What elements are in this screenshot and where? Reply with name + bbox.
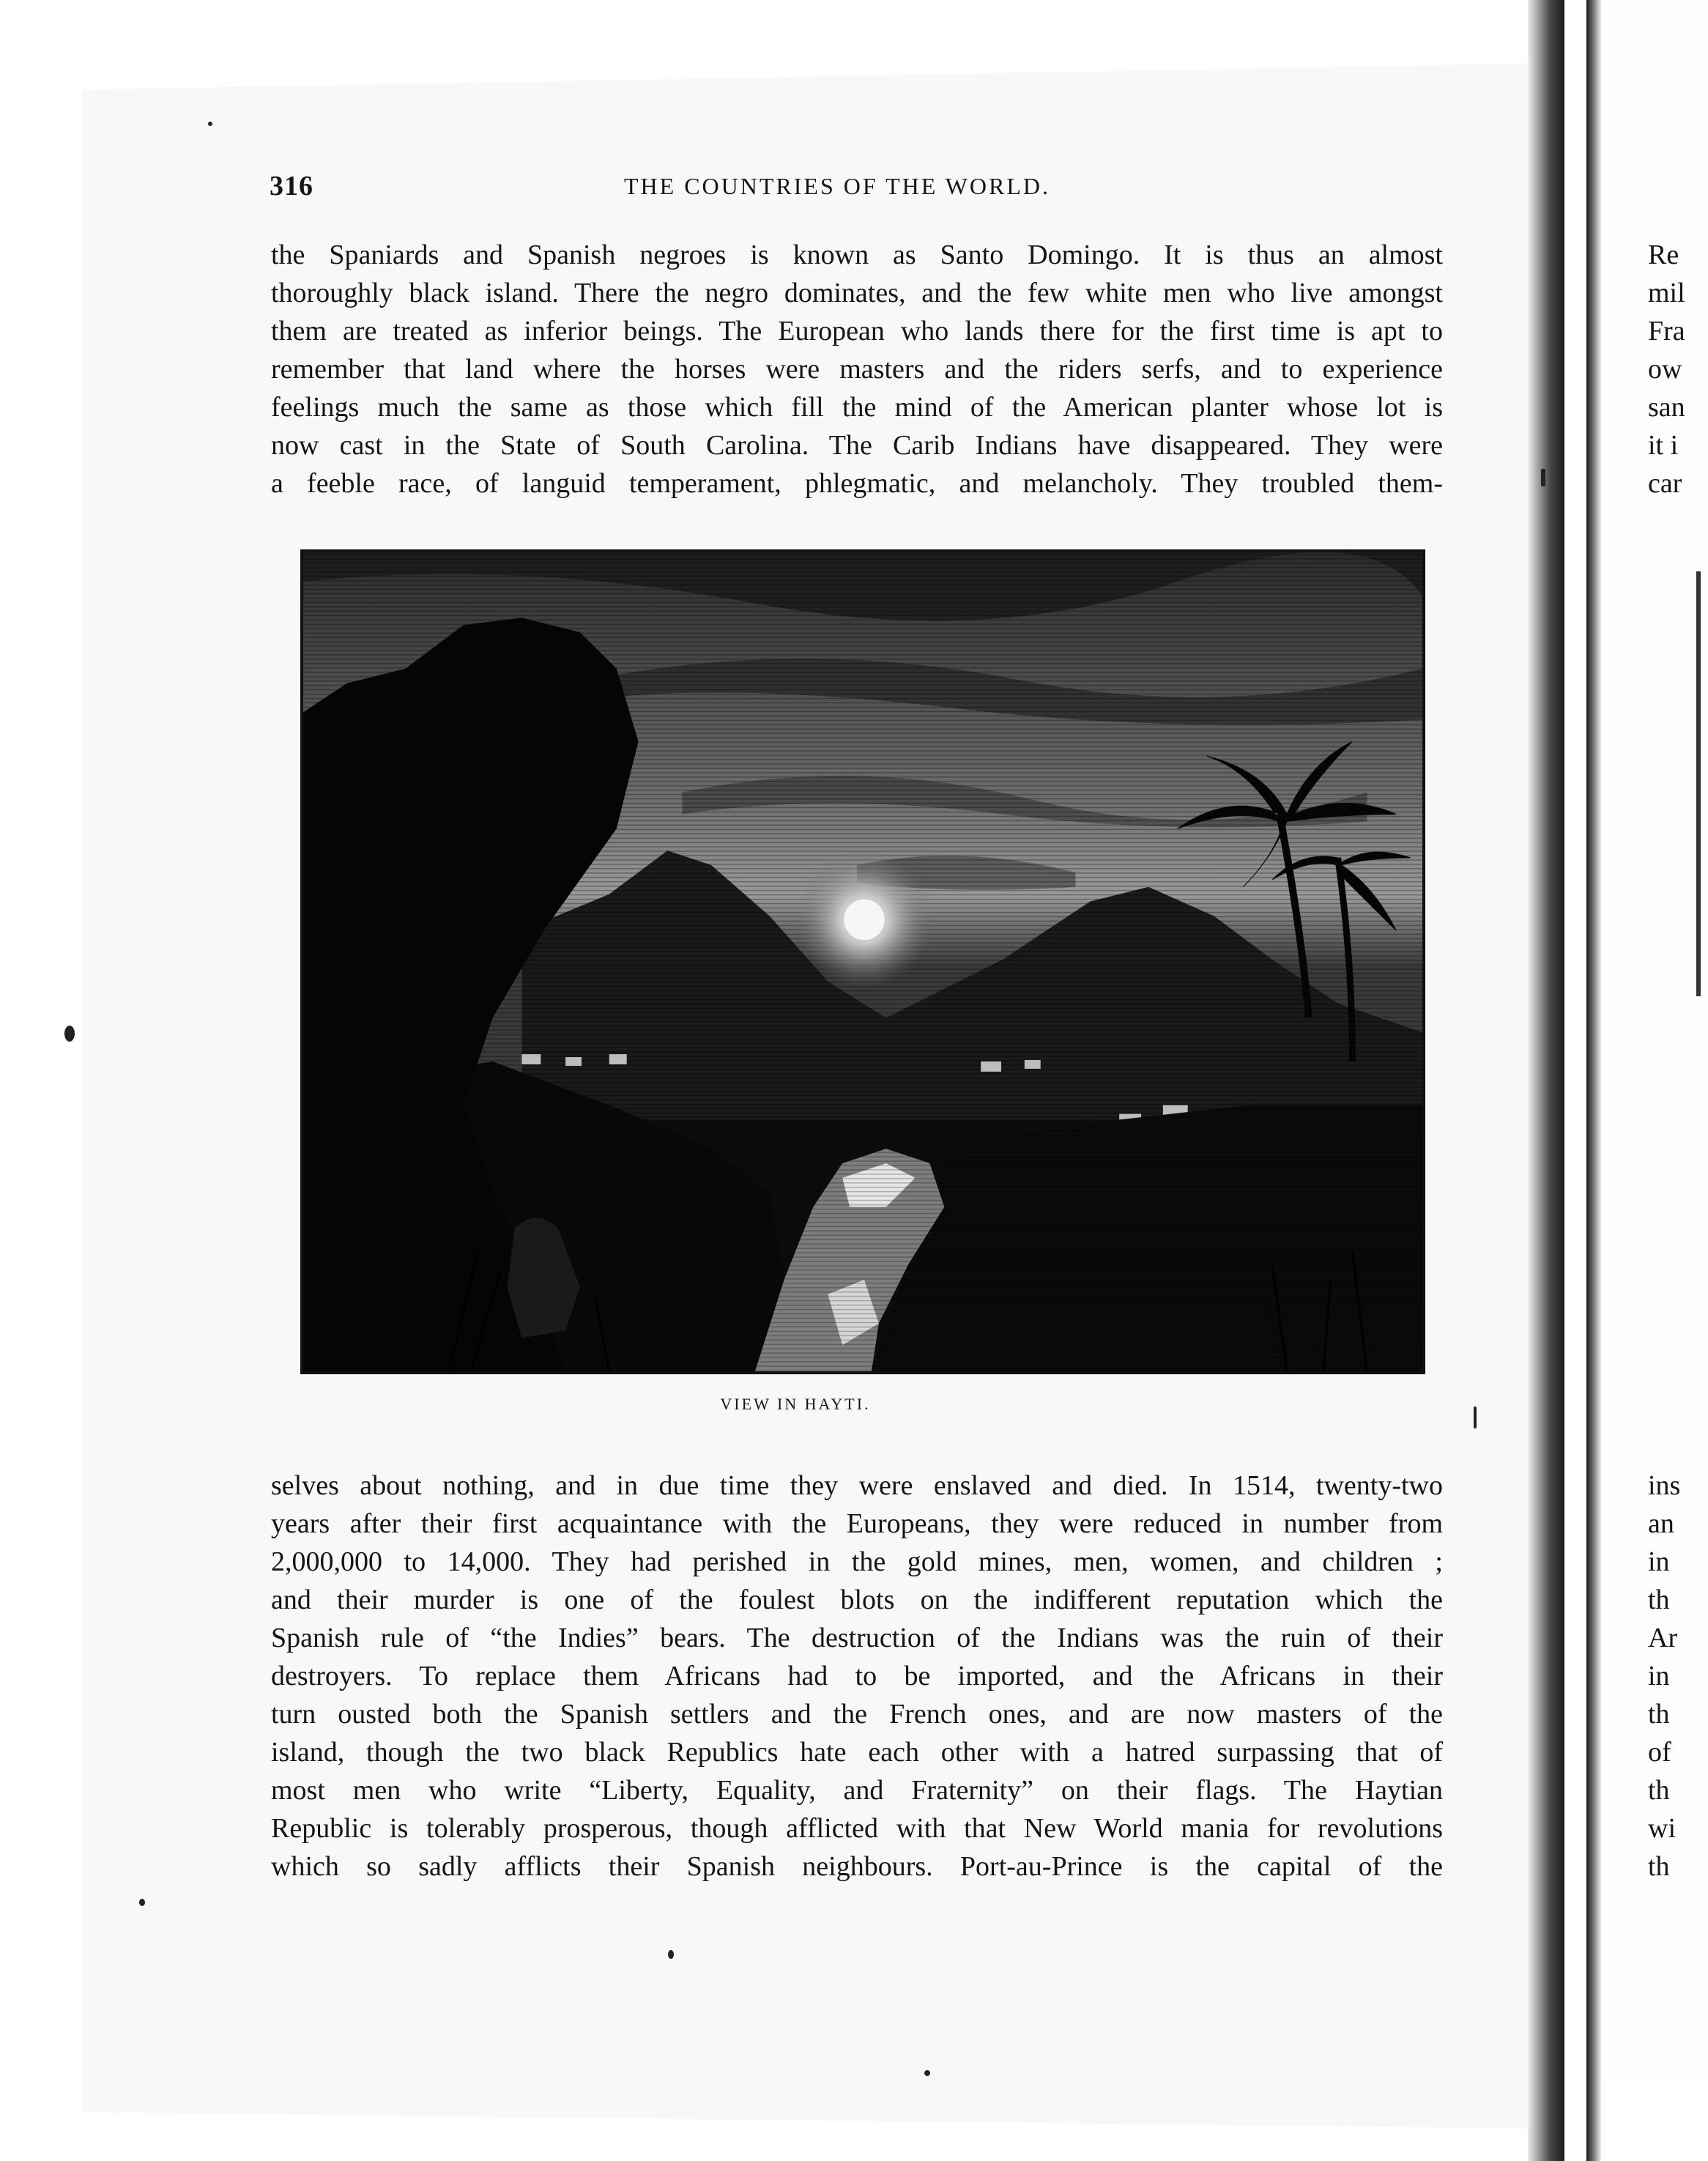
next-page-fragment: th [1648, 1584, 1670, 1615]
text-line: feelings much the same as those which fill the mind of the American planter whose lot is [271, 392, 1443, 423]
binding-shadow [1528, 0, 1564, 2161]
next-page-fragment: wi [1648, 1813, 1676, 1844]
next-page-fragment: th [1648, 1699, 1670, 1730]
right-page-edge [1586, 0, 1601, 2161]
right-page-rule [1696, 571, 1701, 996]
right-page-corner [1601, 2076, 1708, 2161]
scan-speck [139, 1899, 145, 1906]
next-page-fragment: Re [1648, 240, 1679, 270]
text-line: Spanish rule of “the Indies” bears. The destruction of the Indians was the ruin of their [271, 1623, 1443, 1653]
next-page-text-top [1648, 236, 1708, 503]
scan-speck [64, 1026, 75, 1042]
scan-speck [924, 2070, 930, 2076]
caption-text: VIEW IN HAYTI. [720, 1395, 871, 1413]
text-line: selves about nothing, and in due time they were enslaved and died. In 1514, twenty-two [271, 1470, 1443, 1501]
next-page-fragment: th [1648, 1851, 1670, 1882]
scan-speck [1474, 1406, 1477, 1428]
text-line: them are treated as inferior beings. The European who lands there for the first time is apt to [271, 316, 1443, 346]
next-page-fragment: Ar [1648, 1623, 1678, 1653]
next-page-fragment: car [1648, 468, 1682, 499]
next-page-text-bottom [1648, 1467, 1708, 1886]
body-text-top [271, 236, 1443, 503]
text-line: which so sadly afflicts their Spanish neighbours. Port-au-Prince is the capital of the [271, 1851, 1443, 1882]
next-page-fragment: mil [1648, 278, 1685, 308]
text-line: now cast in the State of South Carolina. The Carib Indians have disappeared. They were [271, 430, 1443, 461]
text-line: turn ousted both the Spanish settlers and the French ones, and are now masters of the [271, 1699, 1443, 1730]
moon [844, 900, 885, 941]
next-page-fragment: th [1648, 1775, 1670, 1806]
page-number: 316 [270, 171, 313, 201]
text-line: 2,000,000 to 14,000. They had perished in the gold mines, men, women, and children ; [271, 1546, 1443, 1577]
text-line: remember that land where the horses were masters and the riders serfs, and to experience [271, 354, 1443, 385]
figure-caption [0, 1395, 1708, 1414]
next-page-fragment: it i [1648, 430, 1679, 461]
engraving-picture [303, 552, 1422, 1371]
text-line: the Spaniards and Spanish negroes is known as Santo Domingo. It is thus an almost [271, 240, 1443, 270]
scan-speck [668, 1950, 674, 1959]
next-page-fragment: in [1648, 1661, 1670, 1691]
text-line: thoroughly black island. There the negro dominates, and the few white men who live amongst [271, 278, 1443, 308]
next-page-fragment: Fra [1648, 316, 1685, 346]
engraving-view-in-hayti [300, 549, 1425, 1374]
body-text-bottom [271, 1467, 1443, 1886]
text-line: a feeble race, of languid temperament, phlegmatic, and melancholy. They troubled them- [271, 468, 1443, 499]
text-line: and their murder is one of the foulest blots on the indifferent reputation which the [271, 1584, 1443, 1615]
text-line: years after their first acquaintance with the Europeans, they were reduced in number from [271, 1508, 1443, 1539]
running-head [0, 170, 1708, 202]
next-page-fragment: san [1648, 392, 1685, 423]
next-page-fragment: an [1648, 1508, 1674, 1539]
text-line: most men who write “Liberty, Equality, and Fraternity” on their flags. The Haytian [271, 1775, 1443, 1806]
text-line: destroyers. To replace them Africans had to be imported, and the Africans in their [271, 1661, 1443, 1691]
binding-gutter [1564, 0, 1586, 2161]
next-page-fragment: ins [1648, 1470, 1681, 1501]
next-page-fragment: in [1648, 1546, 1670, 1577]
text-line: Republic is tolerably prosperous, though afflicted with that New World mania for revolutions [271, 1813, 1443, 1844]
scan-speck [208, 122, 212, 126]
next-page-fragment: ow [1648, 354, 1682, 385]
text-line: island, though the two black Republics hate each other with a hatred surpassing that of [271, 1737, 1443, 1768]
running-title: THE COUNTRIES OF THE WORLD. [624, 173, 1051, 199]
scan-speck [1541, 469, 1545, 486]
next-page-fragment: of [1648, 1737, 1671, 1768]
